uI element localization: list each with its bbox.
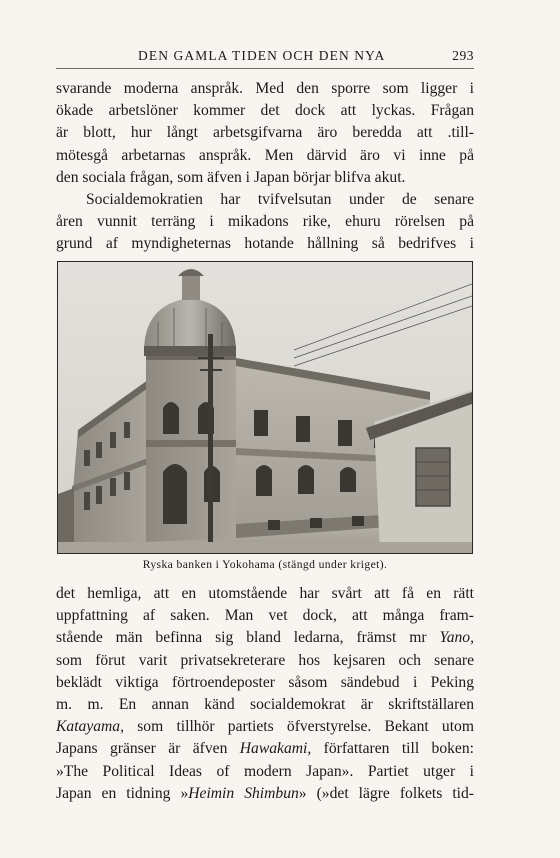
paragraph-block-top <box>56 78 474 256</box>
text-line: m. m. En annan känd socialdemokrat är skriftställaren <box>56 695 474 713</box>
text-line <box>56 783 474 805</box>
text-line: grund af myndigheternas hotande hållning så bedrifves i <box>56 235 474 253</box>
text-run: författaren till boken: <box>323 740 474 758</box>
person-name: Yano, <box>439 629 474 647</box>
text-line: är blott, hur långt arbetsgifvarna äro beredda att .till- <box>56 124 474 142</box>
text-run: Japans gränser är äfven <box>56 740 228 758</box>
text-line: beklädt viktiga förtroendeposter såsom sändebud i Peking <box>56 673 474 691</box>
text-run: stående män befinna sig bland ledarna, främst mr <box>56 629 427 647</box>
text-line: åren vunnit terräng i mikadons rike, ehuru rörelsen på <box>56 213 474 231</box>
page-number: 293 <box>452 48 474 63</box>
header-rule <box>56 68 474 69</box>
running-title: DEN GAMLA TIDEN OCH DEN NYA <box>138 48 386 63</box>
text-run: » (»det lägre folkets tid- <box>298 784 474 802</box>
text-line: som förut varit privatsekreterare hos kejsaren och senare <box>56 651 474 669</box>
bank-building-photo <box>57 261 473 554</box>
text-line <box>56 738 474 760</box>
text-line: uppfattning af saken. Man vet dock, att många fram- <box>56 607 474 625</box>
text-line <box>56 627 474 649</box>
figure-caption: Ryska banken i Yokohama (stängd under kriget). <box>142 558 388 571</box>
photo-illustration <box>58 262 472 553</box>
person-name: Hawakami, <box>239 740 312 758</box>
text-line: svarande moderna anspråk. Med den sporre som ligger i <box>56 80 474 97</box>
text-line: den sociala frågan, som äfven i Japan börjar blifva akut. <box>56 168 406 186</box>
person-name: Katayama, <box>56 718 125 736</box>
running-head <box>56 44 474 66</box>
text-line: Socialdemokratien har tvifvelsutan under de senare <box>86 190 474 208</box>
text-run: som tillhör partiets öfverstyrelse. Bekant utom <box>137 718 474 736</box>
text-line: det hemliga, att en utomstående har svårt att få en rätt <box>56 585 474 602</box>
newspaper-title: Heimin Shimbun <box>188 784 299 802</box>
text-line <box>56 716 474 738</box>
text-line: ökade arbetslöner kommer det dock att lyckas. Frågan <box>56 102 474 120</box>
text-line: »The Political Ideas of modern Japan». Partiet utger i <box>56 762 474 780</box>
text-line: mötesgå arbetarnas anspråk. Men därvid äro vi inne på <box>56 146 474 164</box>
paragraph-block-bottom <box>56 583 474 805</box>
text-run: Japan en tidning » <box>56 784 189 802</box>
